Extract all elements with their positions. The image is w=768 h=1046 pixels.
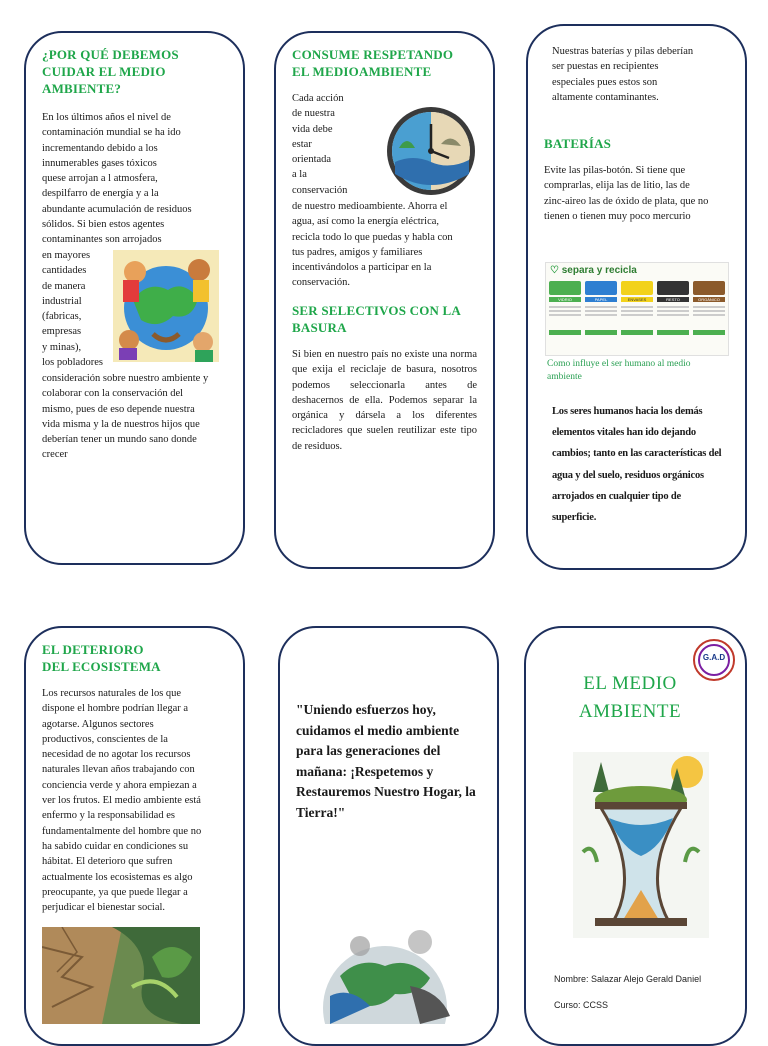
cover-title-line1: EL MEDIO (583, 673, 677, 694)
text-line: recicla todo lo que puedas y habla con (292, 231, 453, 243)
text-line: conservación. (292, 277, 351, 289)
bin-icon (549, 281, 581, 295)
panel3-caption: Como influye el ser humano al medio ambiente (547, 359, 691, 382)
text-line: orientada (292, 154, 332, 166)
text-line: quese arrojan a l atmosfera, (42, 173, 158, 185)
text-line: y minas), (42, 341, 82, 353)
student-name: Nombre: Salazar Alejo Gerald Daniel (554, 974, 702, 984)
text-line: Cada acción (292, 93, 344, 104)
panel3-intro (552, 44, 737, 105)
cover-title-line2: AMBIENTE (578, 701, 682, 722)
text-line: vida debe (292, 123, 333, 135)
recycle-title-text: separa y recicla (561, 265, 637, 276)
panel1-heading: ¿POR QUÉ DEBEMOS CUIDAR EL MEDIO AMBIENTE? (42, 47, 179, 96)
children-earth-illustration (113, 250, 219, 362)
bin-vidrio (549, 281, 581, 351)
bin-resto (657, 281, 689, 351)
bin-label: RESTO (657, 297, 689, 302)
bin-papel (585, 281, 617, 351)
text-line: fundamentalmente del hombre que no (42, 825, 202, 837)
panel2-heading2: SER SELECTIVOS CON LA BASURA (292, 303, 461, 335)
panel3-heading: BATERÍAS (544, 136, 612, 151)
text-line: a la (292, 169, 307, 181)
panel1-text-top (42, 110, 242, 248)
text-line: cambios; tanto en las características del (552, 448, 722, 460)
bin-icon (585, 281, 617, 295)
text-line: Evite las pilas-botón. Si tiene que (544, 165, 686, 176)
panel4-heading: EL DETERIORO DEL ECOSISTEMA (42, 642, 161, 674)
panel4-body (42, 686, 242, 915)
bin-label: VIDRIO (549, 297, 581, 302)
text-line: contaminantes son arrojados (42, 234, 162, 246)
text-line: arrojados en cualquier tipo de (552, 490, 681, 502)
text-line: enfermo y la responsabilidad es (42, 810, 175, 822)
text-line: necesidad de no agotar los recursos (42, 749, 191, 761)
text-line: ha sabido cuidar en condiciones su (42, 840, 189, 852)
text-line: conservación (292, 184, 348, 196)
bin-label: PAPEL (585, 297, 617, 302)
recycle-infographic (545, 262, 729, 356)
text-line: crecer (42, 449, 68, 461)
text-line: Los recursos naturales de los que (42, 688, 182, 699)
text-line: dispone el hombre podrían llegar a (42, 703, 189, 715)
text-line: consideración sobre nuestro ambiente y (42, 373, 209, 384)
panel1-text-left (42, 248, 122, 370)
text-line: de nuestra (292, 108, 335, 120)
panel2-body2: Si bien en nuestro país no existe una norma que exija el reciclaje de basura, nosotros podemos seleccionarla antes de deshacernos de ella. Podemos separar la orgánica y dársela a los diferentes recicladores que suelen reutilizar este tipo de residuos. (292, 349, 477, 452)
earth-globe-illustration (300, 916, 470, 1024)
text-line: en mayores (42, 250, 91, 261)
hourglass-illustration (573, 752, 709, 938)
text-line: altamente contaminantes. (552, 91, 659, 103)
text-line: tus padres, amigos y familiares (292, 246, 423, 258)
heart-icon: ♡ (550, 265, 559, 276)
text-line: empresas (42, 326, 82, 338)
text-line: incrementando debido a los (42, 142, 158, 154)
text-line: estar (292, 138, 312, 150)
text-line: de manera (42, 280, 86, 292)
panel1-text-bottom (42, 371, 242, 463)
text-line: elementos vitales han ido dejando (552, 427, 696, 439)
text-line: colaborar con la conservación del (42, 388, 184, 400)
text-line: sólidos. Si bien estos agentes (42, 219, 165, 231)
text-line: zinc-aireo las de óxido de plata, que no (544, 195, 709, 207)
text-line: agua, así como la energía eléctrica, (292, 216, 440, 228)
quote-text: "Uniendo esfuerzos hoy, cuidamos el medio ambiente para las generaciones del mañana: ¡Respetemos y Restauremos Nuestro Hogar, la Tierra!" (296, 702, 476, 820)
bin-icon (693, 281, 725, 295)
text-line: agua y del suelo, residuos orgánicos (552, 469, 704, 481)
text-line: contaminación mundial se ha ido (42, 127, 181, 139)
bin-icon (657, 281, 689, 295)
text-line: ser puestas en recipientes (552, 61, 659, 73)
text-line: En los últimos años el nivel de (42, 112, 171, 123)
bin-organico (693, 281, 725, 351)
text-line: ver los frutos. El medio ambiente está (42, 795, 201, 807)
bin-label: ORGÁNICO (693, 297, 725, 302)
text-line: Los seres humanos hacia los demás (552, 406, 703, 417)
cover-title (560, 670, 700, 726)
text-line: de nuestro medioambiente. Ahorra el (292, 201, 448, 212)
text-line: innumerables gases tóxicos (42, 157, 157, 169)
earth-clock-illustration (385, 104, 477, 198)
text-line: preocupante, ya que puede llegar a (42, 886, 188, 898)
text-line: hábitat. El deterioro que sufren (42, 856, 173, 868)
text-line: conciencia verde y ahora empiezan a (42, 779, 197, 791)
text-line: los pobladores (42, 357, 103, 369)
text-line: comprarlas, elija las de litio, las de (544, 180, 690, 192)
text-line: agotarse. Algunos sectores (42, 718, 154, 730)
panel3-body (544, 163, 739, 224)
bin-label: ENVASES (621, 297, 653, 302)
panel2-text-left (292, 91, 372, 198)
text-line: actualmente los ecosistemas es algo (42, 871, 193, 883)
panel3-bold-text (552, 401, 732, 528)
bin-icon (621, 281, 653, 295)
text-line: industrial (42, 295, 82, 307)
text-line: perjudicar el bienestar social. (42, 902, 166, 914)
text-line: despilfarro de energía y a la (42, 188, 159, 200)
text-line: vida misma y la de nuestros hijos que (42, 418, 200, 430)
badge-text: G.A.D (702, 653, 726, 662)
text-line: especiales pues estos son (552, 76, 658, 88)
course-label: Curso: CCSS (554, 1000, 609, 1010)
text-line: productivos, conscientes de la (42, 733, 168, 745)
text-line: tienen o tienen muy poco mercurio (544, 210, 691, 222)
recycle-title (550, 265, 637, 276)
text-line: (fabricas, (42, 311, 82, 323)
panel2-text-full (292, 199, 482, 291)
text-line: abundante acumulación de residuos (42, 203, 192, 215)
text-line: cantidades (42, 265, 87, 277)
ecosystem-photo (42, 927, 200, 1024)
text-line: deberían tener un mundo sano donde (42, 434, 197, 446)
panel2-heading: CONSUME RESPETANDO EL MEDIOAMBIENTE (292, 47, 454, 79)
text-line: mismo, pues de eso depende nuestra (42, 403, 195, 415)
text-line: Nuestras baterías y pilas deberían (552, 46, 694, 57)
text-line: superficie. (552, 512, 597, 524)
bin-envases (621, 281, 653, 351)
text-line: naturales llevan años trabajando con (42, 764, 195, 776)
text-line: incentivándolos a participar en la (292, 262, 432, 274)
